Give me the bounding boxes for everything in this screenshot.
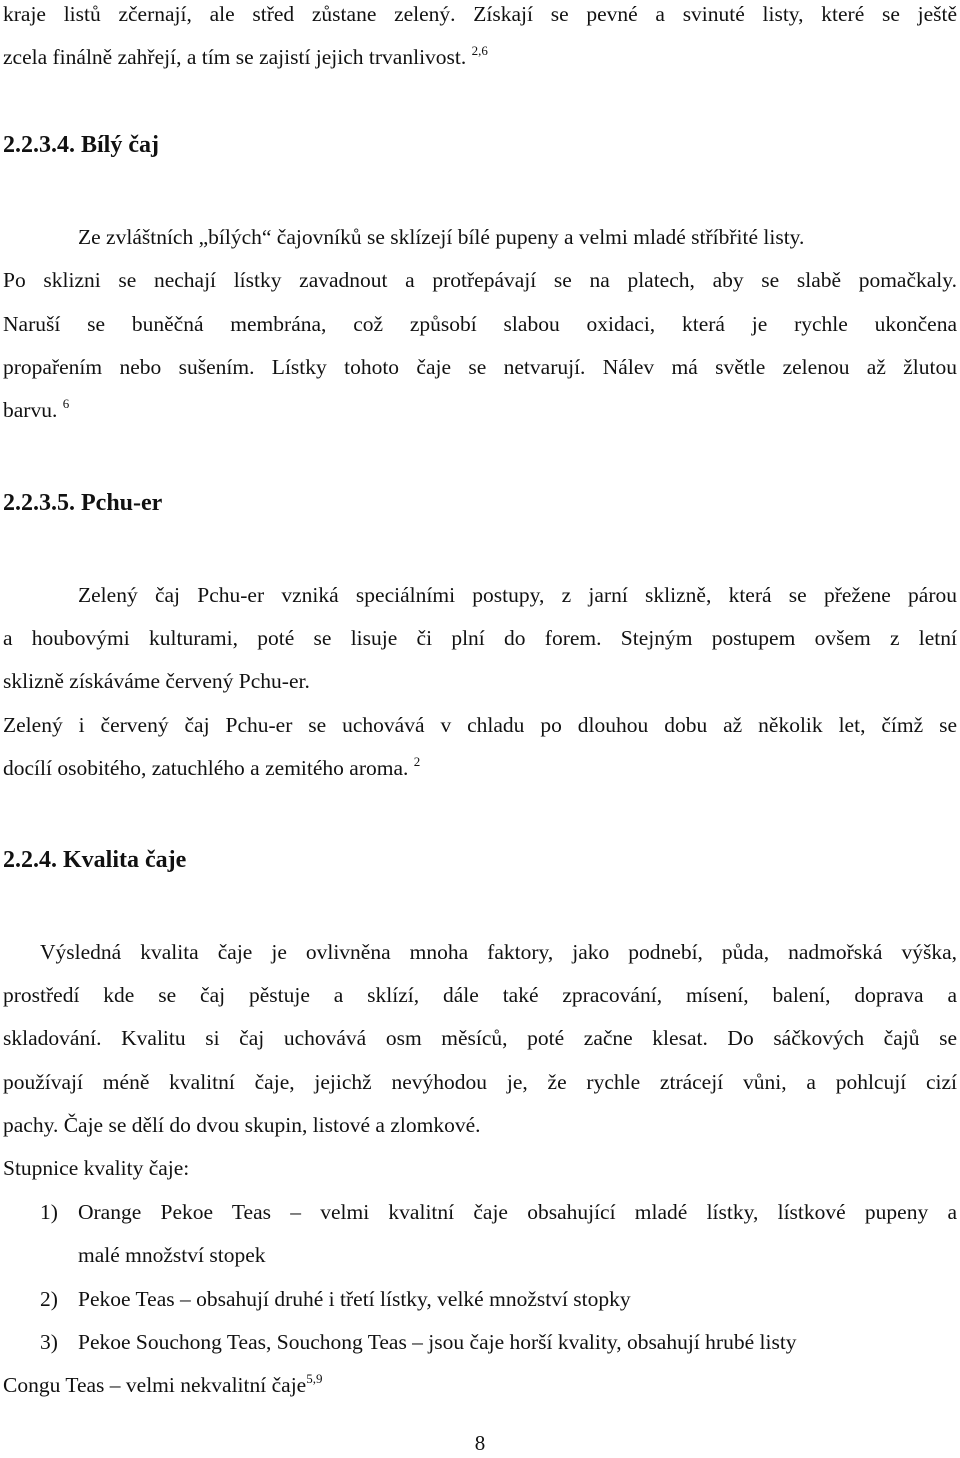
citation-ref: 6 <box>62 396 70 411</box>
page-number: 8 <box>474 1431 486 1455</box>
citation-ref: 5,9 <box>306 1371 323 1386</box>
list-item: 1) Orange Pekoe Teas – velmi kvalitní čaje obsahující mladé lístky, lístkové pupeny a <box>40 1200 957 1224</box>
citation-ref: 2 <box>413 754 421 769</box>
paragraph-line: Zelený čaj Pchu-er vzniká speciálními postupy, z jarní sklizně, která se přežene párou <box>78 583 957 607</box>
paragraph-line: barvu. $^6$ <box>3 396 70 422</box>
paragraph-line: prostředí kde se čaj pěstuje a sklízí, dále také zpracování, mísení, balení, doprava a <box>3 983 957 1007</box>
list-item: 3) Pekoe Souchong Teas, Souchong Teas – jsou čaje horší kvality, obsahují hrubé listy <box>40 1330 797 1354</box>
list-item-number: 2) <box>40 1287 58 1311</box>
paragraph-line: Po sklizni se nechají lístky zavadnout a protřepávají se na platech, aby se slabě pomačkaly. <box>3 268 957 292</box>
list-item: 2) Pekoe Teas – obsahují druhé i třetí lístky, velké množství stopky <box>40 1287 631 1311</box>
paragraph-line: docílí osobitého, zatuchlého a zemitého aroma. $^2$ <box>3 754 421 780</box>
list-item-continuation: malé množství stopek <box>78 1243 266 1267</box>
paragraph-line: Zelený i červený čaj Pchu-er se uchovává v chladu po dlouhou dobu až několik let, čímž se <box>3 713 957 737</box>
paragraph-line: kraje listů zčernají, ale střed zůstane zelený. Získají se pevné a svinuté listy, které se ještě <box>3 2 957 26</box>
paragraph-line: a houbovými kulturami, poté se lisuje či plní do forem. Stejným postupem ovšem z letní <box>3 626 957 650</box>
section-heading: 2.2.4. Kvalita čaje <box>3 847 187 873</box>
paragraph-line: skladování. Kvalitu si čaj uchovává osm měsíců, poté začne klesat. Do sáčkových čajů se <box>3 1026 957 1050</box>
paragraph-line: Congu Teas – velmi nekvalitní čaje$^{5,9}$ <box>3 1371 323 1397</box>
list-title: Stupnice kvality čaje: <box>3 1156 190 1180</box>
paragraph-line: zcela finálně zahřejí, a tím se zajistí jejich trvanlivost. $^{2,6}$ <box>3 43 488 69</box>
paragraph-line: Naruší se buněčná membrána, což způsobí slabou oxidaci, která je rychle ukončena <box>3 312 957 336</box>
paragraph-line: Ze zvláštních „bílých“ čajovníků se sklízejí bílé pupeny a velmi mladé stříbřité listy. <box>78 225 805 249</box>
section-heading: 2.2.3.4. Bílý čaj <box>3 132 159 158</box>
paragraph-line: používají méně kvalitní čaje, jejichž nevýhodou je, že rychle ztrácejí vůni, a pohlcují cizí <box>3 1070 957 1094</box>
paragraph-line: propařením nebo sušením. Lístky tohoto čaje se netvarují. Nálev má světle zelenou až žlutou <box>3 355 957 379</box>
section-heading: 2.2.3.5. Pchu-er <box>3 490 163 516</box>
list-item-number: 3) <box>40 1330 58 1354</box>
list-item-number: 1) <box>40 1200 58 1224</box>
paragraph-line: Výsledná kvalita čaje je ovlivněna mnoha faktory, jako podnebí, půda, nadmořská výška, <box>40 940 957 964</box>
paragraph-line: pachy. Čaje se dělí do dvou skupin, listové a zlomkové. <box>3 1113 481 1137</box>
paragraph-line: sklizně získáváme červený Pchu-er. <box>3 669 310 693</box>
citation-ref: 2,6 <box>471 43 488 58</box>
